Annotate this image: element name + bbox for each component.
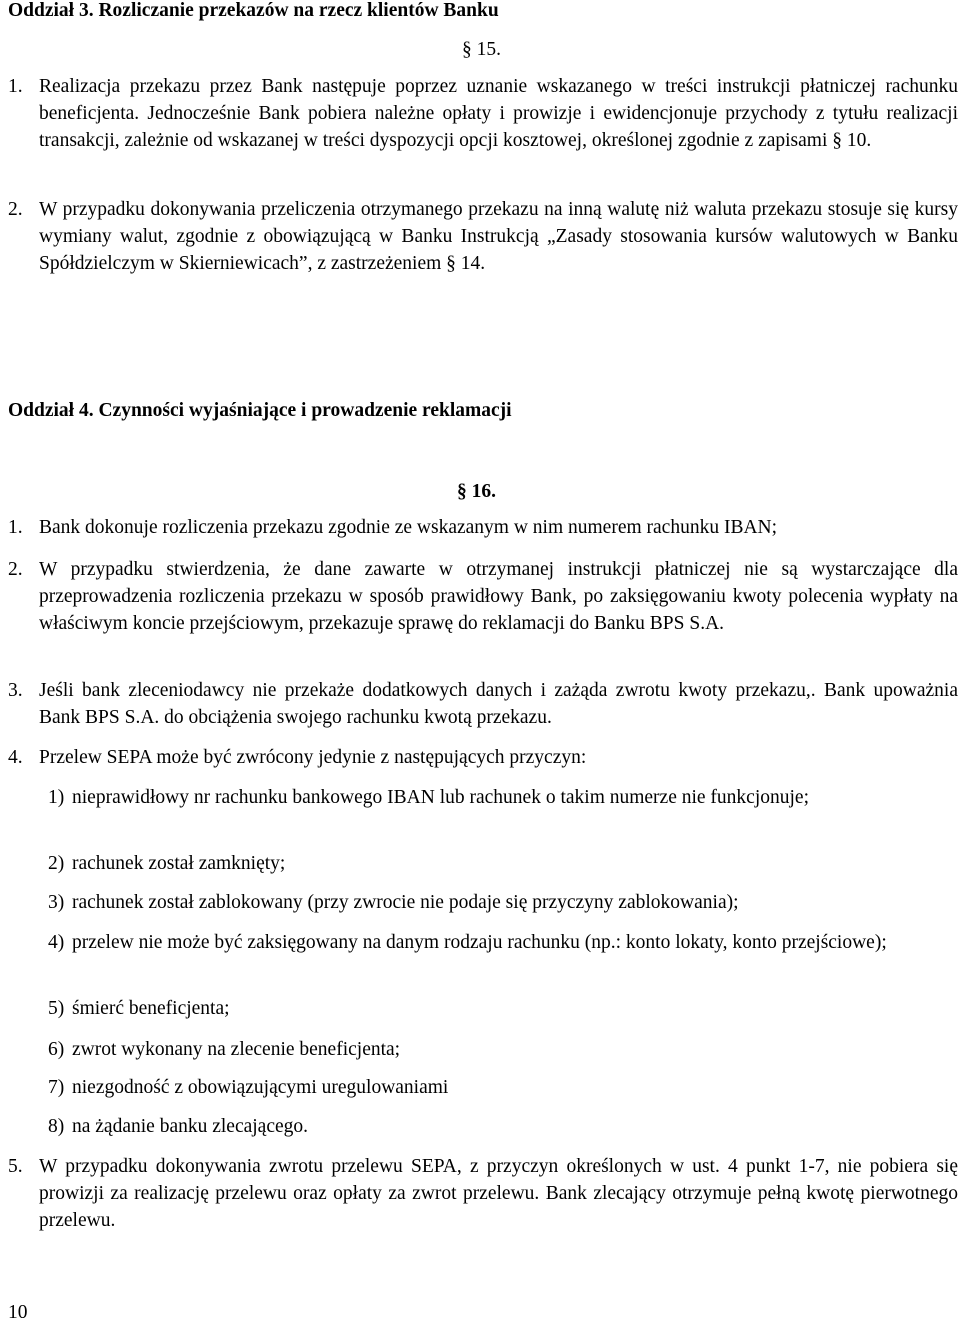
item-number: 1. xyxy=(8,76,23,97)
item-number: 2. xyxy=(8,559,23,580)
item-number: 3. xyxy=(8,680,23,701)
reason-number: 4) xyxy=(48,932,65,953)
item-text: W przypadku stwierdzenia, że dane zawarte w otrzymanej instrukcji płatniczej nie są wystarczające dla przeprowadzenia rozliczenia przekazu w sposób prawidłowy Bank, po zaksięgowaniu kwoty polecenia wypłaty na właściwym koncie przejściowym, przekazuje sprawę do reklamacji do Banku BPS S.A. xyxy=(39,559,958,634)
reason-text: rachunek został zamknięty; xyxy=(72,853,286,874)
item-number: 1. xyxy=(8,517,23,538)
reason-text: śmierć beneficjenta; xyxy=(72,998,230,1019)
paragraph-16-mark: § 16. xyxy=(457,481,496,502)
reason-text: niezgodność z obowiązującymi uregulowaniami xyxy=(72,1077,449,1098)
item-text: W przypadku dokonywania przeliczenia otrzymanego przekazu na inną walutę niż waluta przekazu stosuje się kursy wymiany walut, zgodnie z obowiązującą w Banku Instrukcją „Zasady stosowania kursów walutowych w Banku Spółdzielczym w Skierniewicach”, z zastrzeżeniem § 14. xyxy=(39,199,958,274)
item-text: Bank dokonuje rozliczenia przekazu zgodnie ze wskazanym w nim numerem rachunku IBAN; xyxy=(39,517,778,538)
reason-text: na żądanie banku zlecającego. xyxy=(72,1116,309,1137)
reason-number: 3) xyxy=(48,892,65,913)
reason-number: 5) xyxy=(48,998,65,1019)
item-text: Jeśli bank zleceniodawcy nie przekaże dodatkowych danych i zażąda zwrotu kwoty przekazu,. Bank upoważnia Bank BPS S.A. do obciążenia swojego rachunku kwotą przekazu. xyxy=(39,680,958,728)
reason-number: 7) xyxy=(48,1077,65,1098)
reason-number: 8) xyxy=(48,1116,65,1137)
reason-number: 2) xyxy=(48,853,65,874)
item-text: W przypadku dokonywania zwrotu przelewu SEPA, z przyczyn określonych w ust. 4 punkt 1-7, nie pobiera się prowizji za realizację przelewu oraz opłaty za zwrot przelewu. Bank zlecający otrzymuje pełną kwotę pierwotnego przelewu. xyxy=(39,1156,958,1231)
section-4-heading: Oddział 4. Czynności wyjaśniające i prowadzenie reklamacji xyxy=(8,400,512,421)
reason-text: przelew nie może być zaksięgowany na danym rodzaju rachunku (np.: konto lokaty, konto przejściowe); xyxy=(72,932,887,953)
reason-text: rachunek został zablokowany (przy zwrocie nie podaje się przyczyny zablokowania); xyxy=(72,892,739,913)
reason-number: 1) xyxy=(48,787,65,808)
item-text: Realizacja przekazu przez Bank następuje poprzez uznanie wskazanego w treści instrukcji płatniczej rachunku beneficjenta. Jednocześnie Bank pobiera należne opłaty i prowizje i ewidencjonuje przychody z tytułu realizacji transakcji, zależnie od wskazanej w treści dyspozycji opcji kosztowej, określonej zgodnie z zapisami § 10. xyxy=(39,76,958,151)
item-number: 4. xyxy=(8,747,23,768)
item-number: 5. xyxy=(8,1156,23,1177)
page-number: 10 xyxy=(8,1302,28,1323)
item-text: Przelew SEPA może być zwrócony jedynie z następujących przyczyn: xyxy=(39,747,587,768)
reason-number: 6) xyxy=(48,1039,65,1060)
item-number: 2. xyxy=(8,199,23,220)
paragraph-15-mark: § 15. xyxy=(462,39,501,60)
reason-text: zwrot wykonany na zlecenie beneficjenta; xyxy=(72,1039,401,1060)
section-3-heading: Oddział 3. Rozliczanie przekazów na rzecz klientów Banku xyxy=(8,0,499,21)
reason-text: nieprawidłowy nr rachunku bankowego IBAN lub rachunek o takim numerze nie funkcjonuje; xyxy=(72,787,809,808)
